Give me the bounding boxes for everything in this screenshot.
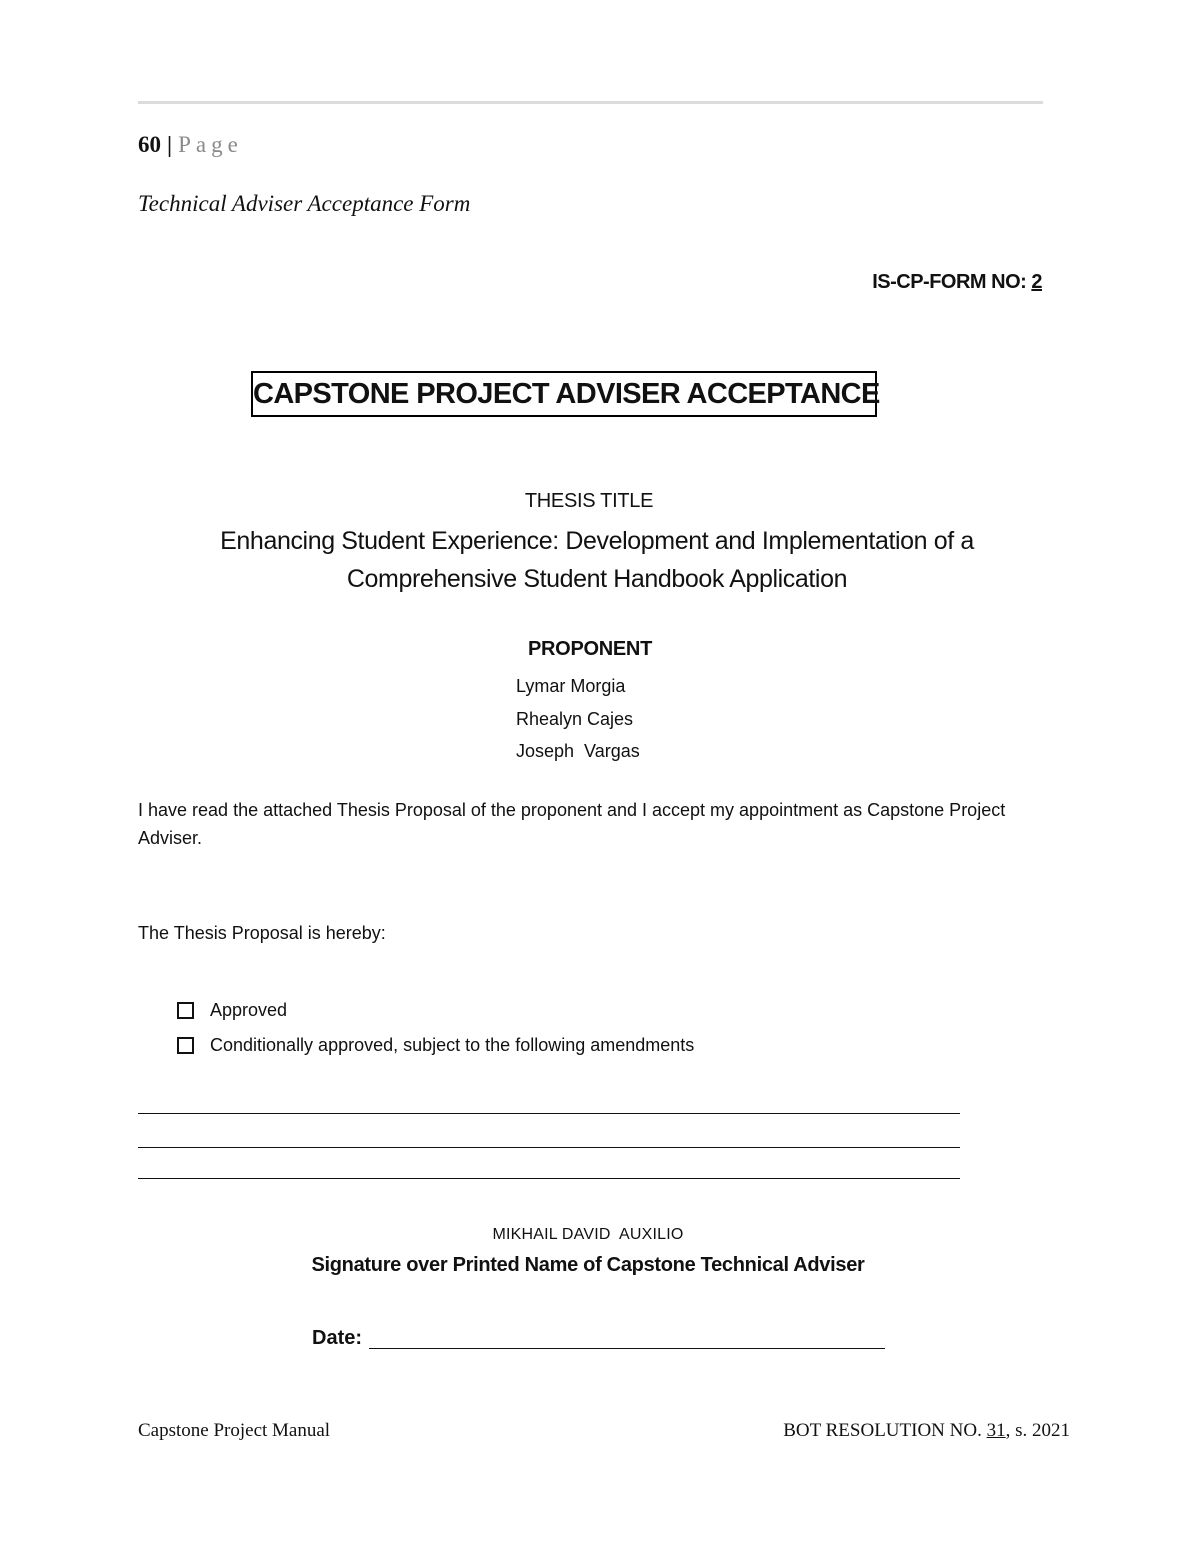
header-rule bbox=[138, 101, 1043, 104]
checkbox-conditionally-approved[interactable] bbox=[177, 1037, 194, 1054]
option-conditionally-approved-label: Conditionally approved, subject to the following amendments bbox=[210, 1035, 695, 1055]
thesis-title-label: THESIS TITLE bbox=[524, 490, 654, 512]
signature-label: Signature over Printed Name of Capstone Technical Adviser bbox=[311, 1254, 865, 1276]
date-line[interactable] bbox=[369, 1348, 885, 1349]
amendment-line-2[interactable] bbox=[138, 1147, 960, 1148]
page-separator: | bbox=[167, 132, 173, 157]
date-label: Date: bbox=[312, 1327, 363, 1349]
page-word: Page bbox=[178, 132, 243, 157]
proponent-label: PROPONENT bbox=[528, 638, 652, 660]
proponent-name: Joseph Vargas bbox=[516, 741, 640, 761]
thesis-title bbox=[150, 522, 1044, 598]
form-number bbox=[872, 269, 1042, 295]
proponent-name: Lymar Morgia bbox=[516, 676, 626, 696]
approval-options bbox=[177, 993, 694, 1063]
footer-resolution-suffix: , s. 2021 bbox=[1005, 1420, 1070, 1441]
amendment-line-1[interactable] bbox=[138, 1113, 960, 1114]
option-approved[interactable] bbox=[177, 993, 694, 1028]
footer-manual-title: Capstone Project Manual bbox=[138, 1420, 331, 1441]
option-approved-label: Approved bbox=[210, 1000, 288, 1020]
adviser-name: MIKHAIL DAVID AUXILIO bbox=[492, 1226, 684, 1243]
proponent-name: Rhealyn Cajes bbox=[516, 708, 634, 729]
page-title: CAPSTONE PROJECT ADVISER ACCEPTANCE bbox=[251, 371, 877, 417]
form-number-label: IS-CP-FORM NO: bbox=[872, 271, 1027, 293]
proponent-list bbox=[516, 670, 640, 768]
form-number-value: 2 bbox=[1031, 271, 1042, 293]
thesis-title-line-2: Comprehensive Student Handbook Application bbox=[346, 565, 848, 593]
page-number: 60 bbox=[138, 132, 161, 157]
hereby-label: The Thesis Proposal is hereby: bbox=[138, 923, 386, 943]
acceptance-statement: I have read the attached Thesis Proposal of the proponent and I accept my appointment as Capstone Project Adviser. bbox=[138, 800, 1006, 848]
footer-resolution-number: 31 bbox=[986, 1420, 1006, 1441]
thesis-title-line-1: Enhancing Student Experience: Development and Implementation of a bbox=[220, 527, 974, 555]
footer-resolution bbox=[783, 1418, 1070, 1444]
option-conditionally-approved[interactable] bbox=[177, 1028, 694, 1063]
page-number-header bbox=[138, 130, 243, 160]
form-caption: Technical Adviser Acceptance Form bbox=[138, 191, 471, 216]
footer-resolution-prefix: BOT RESOLUTION NO. bbox=[783, 1420, 987, 1441]
amendment-line-3[interactable] bbox=[138, 1178, 960, 1179]
checkbox-approved[interactable] bbox=[177, 1002, 194, 1019]
